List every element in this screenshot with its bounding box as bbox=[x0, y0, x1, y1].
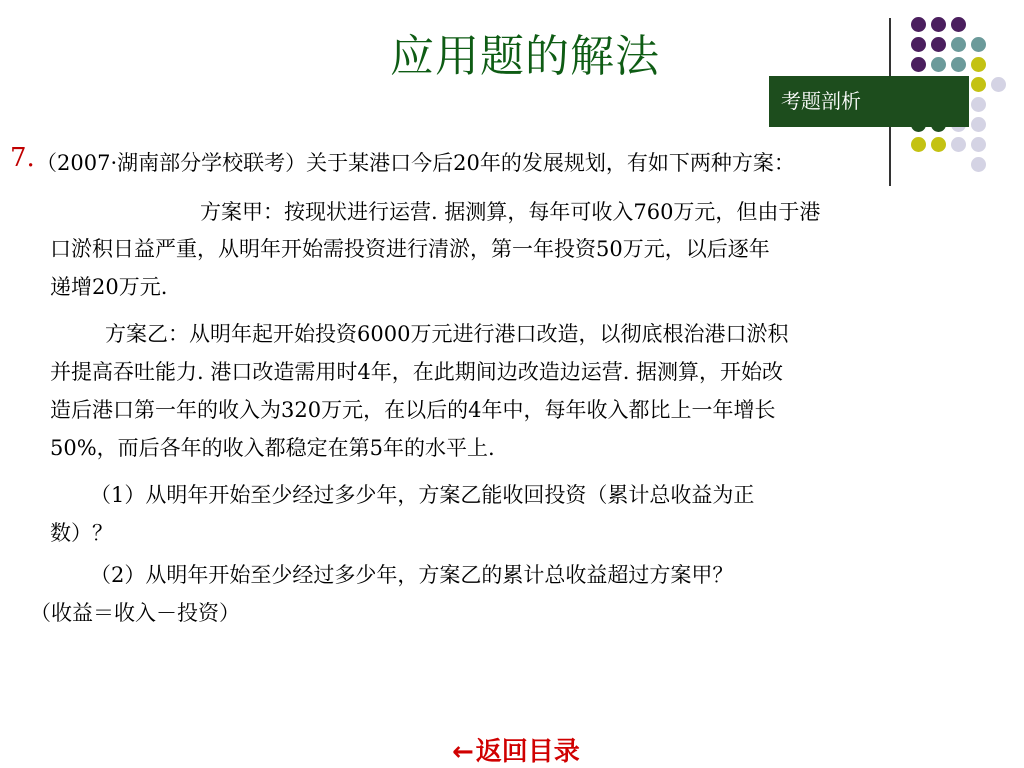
plan-b-line-1: 方案乙：从明年起开始投资6000万元进行港口改造，以彻底根治港口淤积 bbox=[105, 322, 789, 346]
plan-b-line-3: 造后港口第一年的收入为320万元，在以后的4年中，每年收入都比上一年增长 bbox=[50, 398, 776, 422]
decorative-dot bbox=[931, 37, 946, 52]
decorative-dot bbox=[911, 137, 926, 152]
decorative-dot bbox=[971, 37, 986, 52]
decorative-dot bbox=[971, 77, 986, 92]
decorative-dot bbox=[971, 117, 986, 132]
sub-question-2: （2）从明年开始至少经过多少年，方案乙的累计总收益超过方案甲？ bbox=[90, 563, 734, 587]
sub-question-1-line-1: （1）从明年开始至少经过多少年，方案乙能收回投资（累计总收益为正 bbox=[90, 483, 755, 507]
decorative-dot bbox=[971, 97, 986, 112]
plan-a-line-2: 口淤积日益严重，从明年开始需投资进行清淤，第一年投资50万元，以后逐年 bbox=[50, 237, 770, 261]
question-number: 7. bbox=[10, 143, 35, 173]
plan-b-line-2: 并提高吞吐能力. 港口改造需用时4年，在此期间边改造边运营. 据测算，开始改 bbox=[50, 360, 784, 384]
decorative-dot bbox=[911, 17, 926, 32]
decorative-dot bbox=[931, 57, 946, 72]
decorative-dot bbox=[991, 77, 1006, 92]
back-to-contents-label: 返回目录 bbox=[475, 737, 580, 767]
decorative-dot bbox=[971, 137, 986, 152]
decorative-dot bbox=[931, 137, 946, 152]
decorative-dot bbox=[911, 37, 926, 52]
question-intro: （2007·湖南部分学校联考）关于某港口今后20年的发展规划，有如下两种方案： bbox=[36, 151, 795, 175]
note-line: （收益＝收入－投资） bbox=[30, 601, 240, 625]
sub-question-1-line-2: 数）？ bbox=[50, 521, 113, 545]
decorative-dot bbox=[911, 57, 926, 72]
back-to-contents-link[interactable] bbox=[452, 731, 580, 768]
plan-a-line-1: 方案甲：按现状进行运营. 据测算，每年可收入760万元，但由于港 bbox=[200, 200, 821, 224]
decorative-dot bbox=[951, 17, 966, 32]
decorative-dot bbox=[951, 57, 966, 72]
plan-b-line-4: 50%，而后各年的收入都稳定在第5年的水平上. bbox=[50, 436, 495, 460]
decorative-dot bbox=[931, 17, 946, 32]
section-badge: 考题剖析 bbox=[769, 76, 969, 127]
slide-title: 应用题的解法 bbox=[390, 31, 660, 82]
decorative-dot bbox=[971, 157, 986, 172]
decorative-dot bbox=[951, 37, 966, 52]
decorative-dot bbox=[951, 137, 966, 152]
plan-a-line-3: 递增20万元. bbox=[50, 275, 168, 299]
left-arrow-icon: ← bbox=[452, 737, 474, 767]
decorative-dot bbox=[971, 57, 986, 72]
